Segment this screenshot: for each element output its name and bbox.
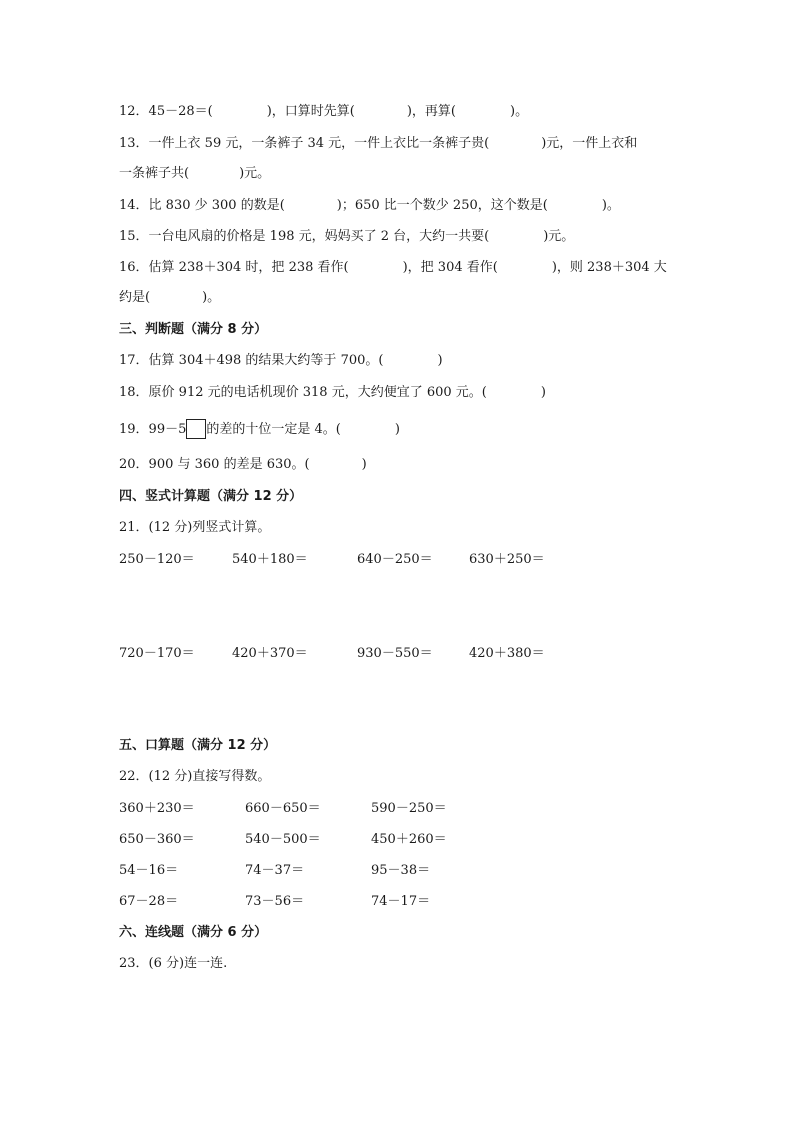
q22-r1-c2: 660－650＝ xyxy=(245,801,321,816)
q22-r3-c2: 74－37＝ xyxy=(245,863,305,878)
q14-text-b: )；650 比一个数少 250，这个数是( xyxy=(336,198,548,213)
q21-r1-c4: 630＋250＝ xyxy=(469,552,545,567)
q15-text-b: )元。 xyxy=(543,229,575,244)
question-14 xyxy=(119,196,620,216)
question-12 xyxy=(119,102,528,122)
section-4-heading: 四、竖式计算题（满分 12 分） xyxy=(119,489,303,504)
q16-text-a: 16．估算 238＋304 时，把 238 看作( xyxy=(119,260,349,275)
q22-r2-c1: 650－360＝ xyxy=(119,832,195,847)
q16-text-e: )。 xyxy=(202,290,221,305)
section-3-heading: 三、判断题（满分 8 分） xyxy=(119,322,268,337)
q22-r2-c3: 450＋260＝ xyxy=(371,832,447,847)
q13-text-b: )元，一件上衣和 xyxy=(541,136,638,151)
q22-r3-c1: 54－16＝ xyxy=(119,863,179,878)
question-13-line-2 xyxy=(119,164,270,184)
q22-r4-c1: 67－28＝ xyxy=(119,894,179,909)
q22-r1-c3: 590－250＝ xyxy=(371,801,447,816)
question-16-line-2 xyxy=(119,288,220,308)
q21-r2-c2: 420＋370＝ xyxy=(232,646,308,661)
q15-text-a: 15．一台电风扇的价格是 198 元，妈妈买了 2 台，大约一共要( xyxy=(119,229,490,244)
q18-text-b: ) xyxy=(540,385,546,400)
q22-r4-c3: 74－17＝ xyxy=(371,894,431,909)
q22-title: 22．(12 分)直接写得数。 xyxy=(119,769,271,784)
q19-digit-box[interactable] xyxy=(186,419,206,439)
q17-text-a: 17．估算 304＋498 的结果大约等于 700。( xyxy=(119,353,384,368)
q21-r2-c1: 720－170＝ xyxy=(119,646,195,661)
q16-text-c: )，则 238＋304 大 xyxy=(551,260,667,275)
q21-r1-c1: 250－120＝ xyxy=(119,552,195,567)
q12-text-c: )，再算( xyxy=(406,104,457,119)
q13-text-a: 13．一件上衣 59 元，一条裤子 34 元，一件上衣比一条裤子贵( xyxy=(119,136,490,151)
q13-text-c: 一条裤子共( xyxy=(119,166,190,181)
q20-text-b: ) xyxy=(361,457,367,472)
q21-r1-c2: 540＋180＝ xyxy=(232,552,308,567)
q16-text-b: )，把 304 看作( xyxy=(402,260,498,275)
q21-r2-c3: 930－550＝ xyxy=(357,646,433,661)
q17-text-b: ) xyxy=(437,353,443,368)
q21-r1-c3: 640－250＝ xyxy=(357,552,433,567)
q16-text-d: 约是( xyxy=(119,290,151,305)
question-15 xyxy=(119,227,574,247)
question-16 xyxy=(119,258,667,278)
q18-text-a: 18．原价 912 元的电话机现价 318 元，大约便宜了 600 元。( xyxy=(119,385,487,400)
q22-r3-c3: 95－38＝ xyxy=(371,863,431,878)
q12-text-d: )。 xyxy=(510,104,529,119)
q22-r2-c2: 540－500＝ xyxy=(245,832,321,847)
q21-r2-c4: 420＋380＝ xyxy=(469,646,545,661)
q23-title: 23．(6 分)连一连. xyxy=(119,956,228,971)
question-17 xyxy=(119,351,443,371)
question-19 xyxy=(119,419,400,440)
q19-text-b: 的差的十位一定是 4。( xyxy=(206,422,341,437)
q12-text-b: )，口算时先算( xyxy=(266,104,355,119)
section-5-heading: 五、口算题（满分 12 分） xyxy=(119,738,277,753)
question-20 xyxy=(119,455,367,475)
q20-text-a: 20．900 与 360 的差是 630。( xyxy=(119,457,310,472)
q13-text-d: )元。 xyxy=(239,166,271,181)
question-18 xyxy=(119,383,546,403)
q22-r4-c2: 73－56＝ xyxy=(245,894,305,909)
q14-text-a: 14．比 830 少 300 的数是( xyxy=(119,198,285,213)
section-6-heading: 六、连线题（满分 6 分） xyxy=(119,925,268,940)
q21-title: 21．(12 分)列竖式计算。 xyxy=(119,520,271,535)
q19-text-a: 19．99－5 xyxy=(119,422,187,437)
q14-text-c: )。 xyxy=(601,198,620,213)
q12-text-a: 12．45－28＝( xyxy=(119,104,213,119)
q22-r1-c1: 360＋230＝ xyxy=(119,801,195,816)
question-13 xyxy=(119,134,637,154)
q19-text-c: ) xyxy=(394,422,400,437)
